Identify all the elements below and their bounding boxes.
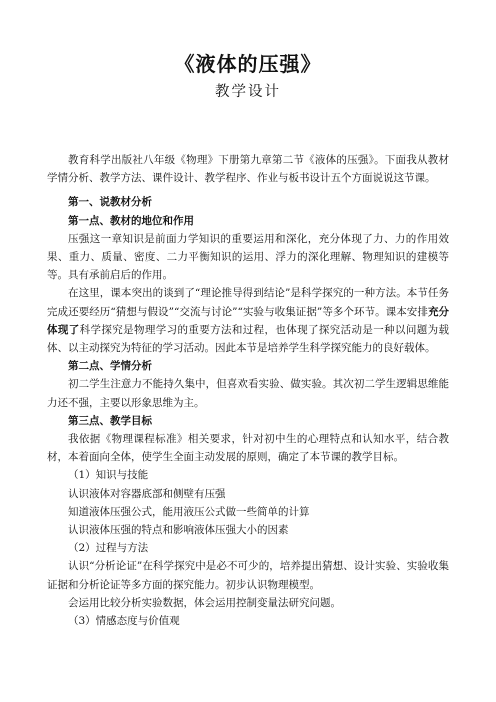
point-2-heading: 第二点、学情分析 [68, 360, 152, 373]
point-1-paragraph-2-text: 在这里，课本突出的谈到了“理论推导得到结论”是科学探究的一种方法。本节任务完成还要经历“猜想与假设”“交流与讨论”“实验与收集证据”等多个环节。课本安排 [47, 287, 449, 318]
document-title: 《液体的压强》 [174, 52, 322, 76]
goal-1-item-c: 认识液体压强的特点和影响液体压强大小的因素 [68, 524, 289, 537]
point-2-paragraph: 初二学生注意力不能持久集中，但喜欢看实验、做实验。其次初二学生逻辑思维能力还不强，主要以形象思维为主。 [47, 378, 449, 409]
point-3-paragraph: 我依据《物理课程标准》相关要求，针对初中生的心理特点和认知水平，结合教材，本着面向全体，使学生全面主动发展的原则，确定了本节课的教学目标。 [47, 433, 449, 464]
point-1-paragraph-2 [47, 284, 449, 357]
point-3-heading: 第三点、教学目标 [68, 414, 152, 427]
goal-1-item-b: 知道液体压强公式，能用液压公式做一些简单的计算 [68, 505, 310, 518]
document-body [47, 151, 449, 630]
section-heading-1: 第一、说教材分析 [68, 196, 152, 209]
point-1-paragraph-2-bold: 充分体现了 [47, 305, 449, 336]
goal-1-heading: （1）知识与技能 [68, 469, 149, 482]
goal-2-item-b: 会运用比较分析实验数据，体会运用控制变量法研究问题。 [68, 596, 341, 609]
goal-3-heading: （3）情感态度与价值观 [68, 615, 180, 628]
goal-2-item-a: 认识“分析论证”在科学探究中是必不可少的，培养提出猜想、设计实验、实验收集证据和分析论证等多方面的探究能力。初步认识物理模型。 [47, 560, 449, 591]
intro-paragraph: 教育科学出版社八年级《物理》下册第九章第二节《液体的压强》。下面我从教材学情分析、教学方法、课件设计、教学程序、作业与板书设计五个方面说说这节课。 [47, 154, 449, 185]
point-1-paragraph-2-rest: 科学探究是物理学习的重要方法和过程，也体现了探究活动是一种以问题为载体、以主动探究为特征的学习活动。因此本节是培养学生科学探究能力的良好载体。 [47, 323, 449, 355]
point-1-heading: 第一点、教材的地位和作用 [68, 214, 194, 227]
goal-2-heading: （2）过程与方法 [68, 542, 149, 555]
goal-1-item-a: 认识液体对容器底部和侧壁有压强 [68, 487, 226, 500]
document-subtitle: 教学设计 [215, 84, 281, 100]
point-1-paragraph-1: 压强这一章知识是前面力学知识的重要运用和深化，充分体现了力、力的作用效果、重力、质量、密度、二力平衡知识的运用、浮力的深化理解、物理知识的建模等等。具有承前启后的作用。 [47, 232, 449, 282]
